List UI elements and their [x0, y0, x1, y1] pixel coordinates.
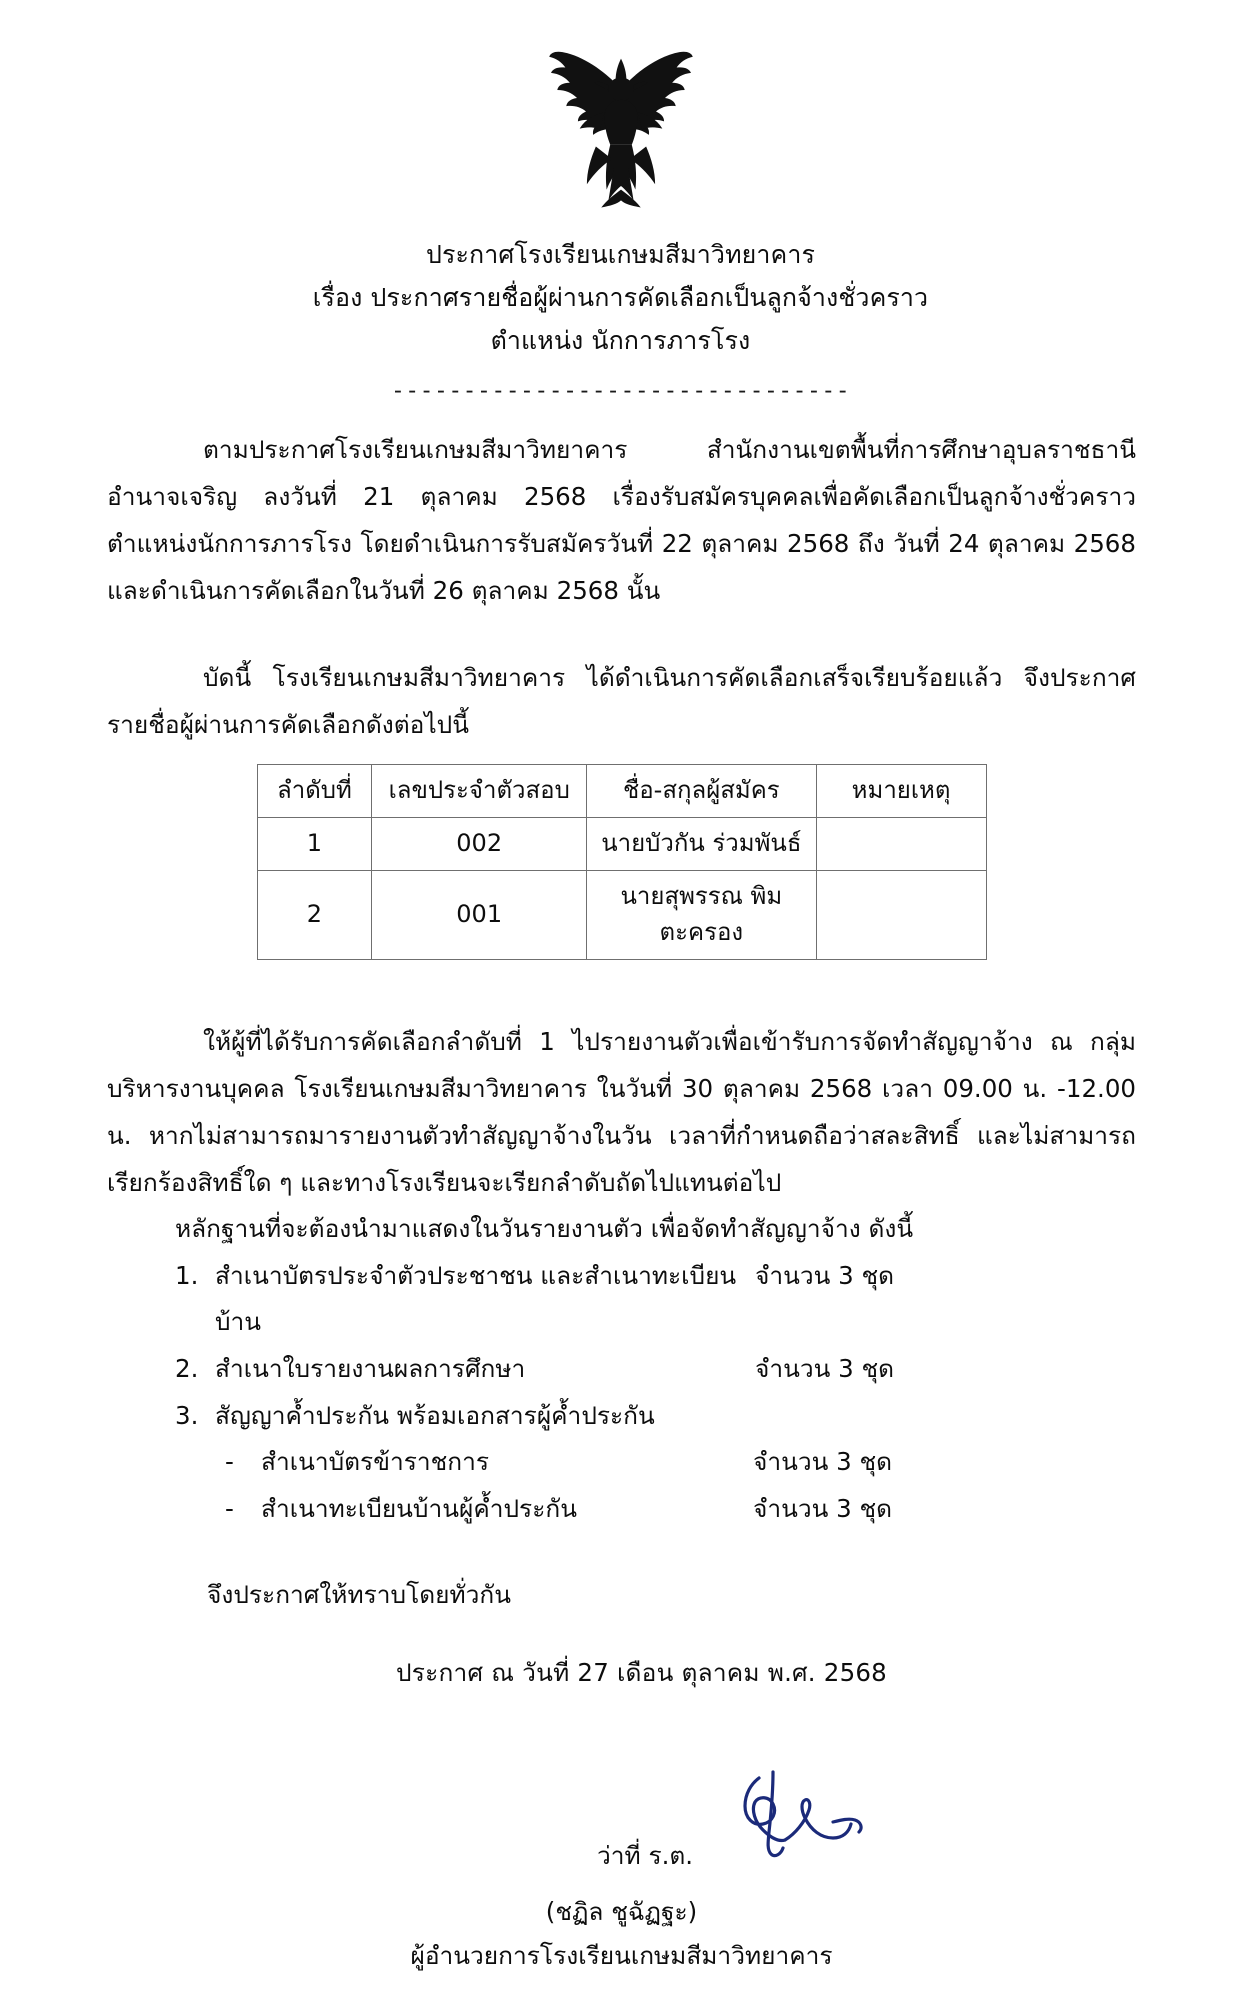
item-quantity: จำนวน 3 ชุด: [755, 1260, 895, 1290]
list-item: [107, 1393, 1136, 1440]
sub-list-item: [107, 1486, 1136, 1533]
item-text: สำเนาบัตรประจำตัวประชาชน และสำเนาทะเบียนบ้าน: [215, 1260, 737, 1337]
item-number: 3.: [175, 1400, 199, 1430]
table-header-cell-name: ชื่อ-สกุลผู้สมัคร: [587, 765, 817, 818]
item-dash: -: [225, 1447, 234, 1477]
signatory-name: (ชฏิล ชูฉัฏฐะ): [545, 1896, 698, 1926]
table-header-row: [257, 765, 986, 818]
requirements-lead-text: หลักฐานที่จะต้องนำมาแสดงในวันรายงานตัว เพื่อจัดทำสัญญาจ้าง ดังนี้: [175, 1214, 914, 1244]
document-heading: [0, 233, 1241, 362]
cell-name: นายบัวกัน ร่วมพันธ์: [587, 818, 817, 871]
requirements-list: [107, 1253, 1136, 1532]
emblem-container: [0, 0, 1241, 221]
dashed-divider: --------------------------------: [390, 378, 851, 404]
table-row: [257, 818, 986, 871]
table-header-cell-note: หมายเหตุ: [816, 765, 986, 818]
garuda-emblem: [531, 46, 711, 221]
heading-line-3: ตำแหน่ง นักการภารโรง: [490, 326, 751, 355]
table-row: [257, 871, 986, 960]
heading-line-1: ประกาศโรงเรียนเกษมสีมาวิทยาคาร: [425, 240, 816, 269]
list-item: [107, 1346, 1136, 1393]
paragraph-selection-result: บัดนี้ โรงเรียนเกษมสีมาวิทยาคาร ได้ดำเนินการคัดเลือกเสร็จเรียบร้อยแล้ว จึงประกาศรายชื่อผู้ผ่านการคัดเลือกดังต่อไปนี้: [107, 663, 1136, 740]
closing-statement: จึงประกาศให้ทราบโดยทั่วกัน: [207, 1580, 511, 1610]
cell-order: 1: [257, 818, 372, 871]
cell-note: [816, 818, 986, 871]
item-number: 1.: [175, 1260, 199, 1290]
item-text: สำเนาใบรายงานผลการศึกษา: [215, 1353, 526, 1383]
results-table: [257, 764, 987, 960]
signature-rank: ว่าที่ ร.ต.: [597, 1840, 694, 1870]
signature-block: [107, 1744, 1136, 1994]
paragraph-announcement-reference: ตามประกาศโรงเรียนเกษมสีมาวิทยาคาร สำนักงานเขตพื้นที่การศึกษาอุบลราชธานี อำนาจเจริญ ลงวันที่ 21 ตุลาคม 2568 เรื่องรับสมัครบุคคลเพื่อคัดเลือกเป็นลูกจ้างชั่วคราว ตำแหน่งนักการภารโรง โดยดำเนินการรับสมัครวันที่ 22 ตุลาคม 2568 ถึง วันที่ 24 ตุลาคม 2568 และดำเนินการคัดเลือกในวันที่ 26 ตุลาคม 2568 นั้น: [107, 435, 1136, 606]
sub-list-item: [107, 1439, 1136, 1486]
handwritten-signature-icon: [715, 1762, 895, 1872]
item-dash: -: [225, 1493, 234, 1523]
heading-line-2: เรื่อง ประกาศรายชื่อผู้ผ่านการคัดเลือกเป็นลูกจ้างชั่วคราว: [312, 283, 929, 312]
paragraph-reporting-instructions: ให้ผู้ที่ได้รับการคัดเลือกลำดับที่ 1 ไปรายงานตัวเพื่อเข้ารับการจัดทำสัญญาจ้าง ณ กลุ่มบริหารงานบุคคล โรงเรียนเกษมสีมาวิทยาคาร ในวันที่ 30 ตุลาคม 2568 เวลา 09.00 น. -12.00 น. หากไม่สามารถมารายงานตัวทำสัญญาจ้างในวัน เวลาที่กำหนดถือว่าสละสิทธิ์ และไม่สามารถเรียกร้องสิทธิ์ใด ๆ และทางโรงเรียนจะเรียกลำดับถัดไปแทนต่อไป: [107, 1027, 1136, 1198]
item-quantity: จำนวน 3 ชุด: [753, 1493, 893, 1523]
item-quantity: จำนวน 3 ชุด: [753, 1447, 893, 1477]
item-text: สำเนาบัตรข้าราชการ: [261, 1447, 490, 1477]
announcement-date-line: ประกาศ ณ วันที่ 27 เดือน ตุลาคม พ.ศ. 2568: [396, 1657, 887, 1687]
cell-name: นายสุพรรณ พิมตะครอง: [587, 871, 817, 960]
table-header-cell-order: ลำดับที่: [257, 765, 372, 818]
cell-exam-id: 001: [372, 871, 587, 960]
signatory-role: ผู้อำนวยการโรงเรียนเกษมสีมาวิทยาคาร: [410, 1940, 833, 1970]
item-text: สำเนาทะเบียนบ้านผู้ค้ำประกัน: [261, 1493, 577, 1523]
cell-exam-id: 002: [372, 818, 587, 871]
table-header-cell-exam-id: เลขประจำตัวสอบ: [372, 765, 587, 818]
item-quantity: จำนวน 3 ชุด: [755, 1353, 895, 1383]
item-text: สัญญาค้ำประกัน พร้อมเอกสารผู้ค้ำประกัน: [215, 1400, 655, 1430]
list-item: [107, 1253, 1136, 1346]
results-table-container: [107, 764, 1136, 960]
document-body: [0, 404, 1241, 1994]
item-number: 2.: [175, 1353, 199, 1383]
cell-order: 2: [257, 871, 372, 960]
cell-note: [816, 871, 986, 960]
